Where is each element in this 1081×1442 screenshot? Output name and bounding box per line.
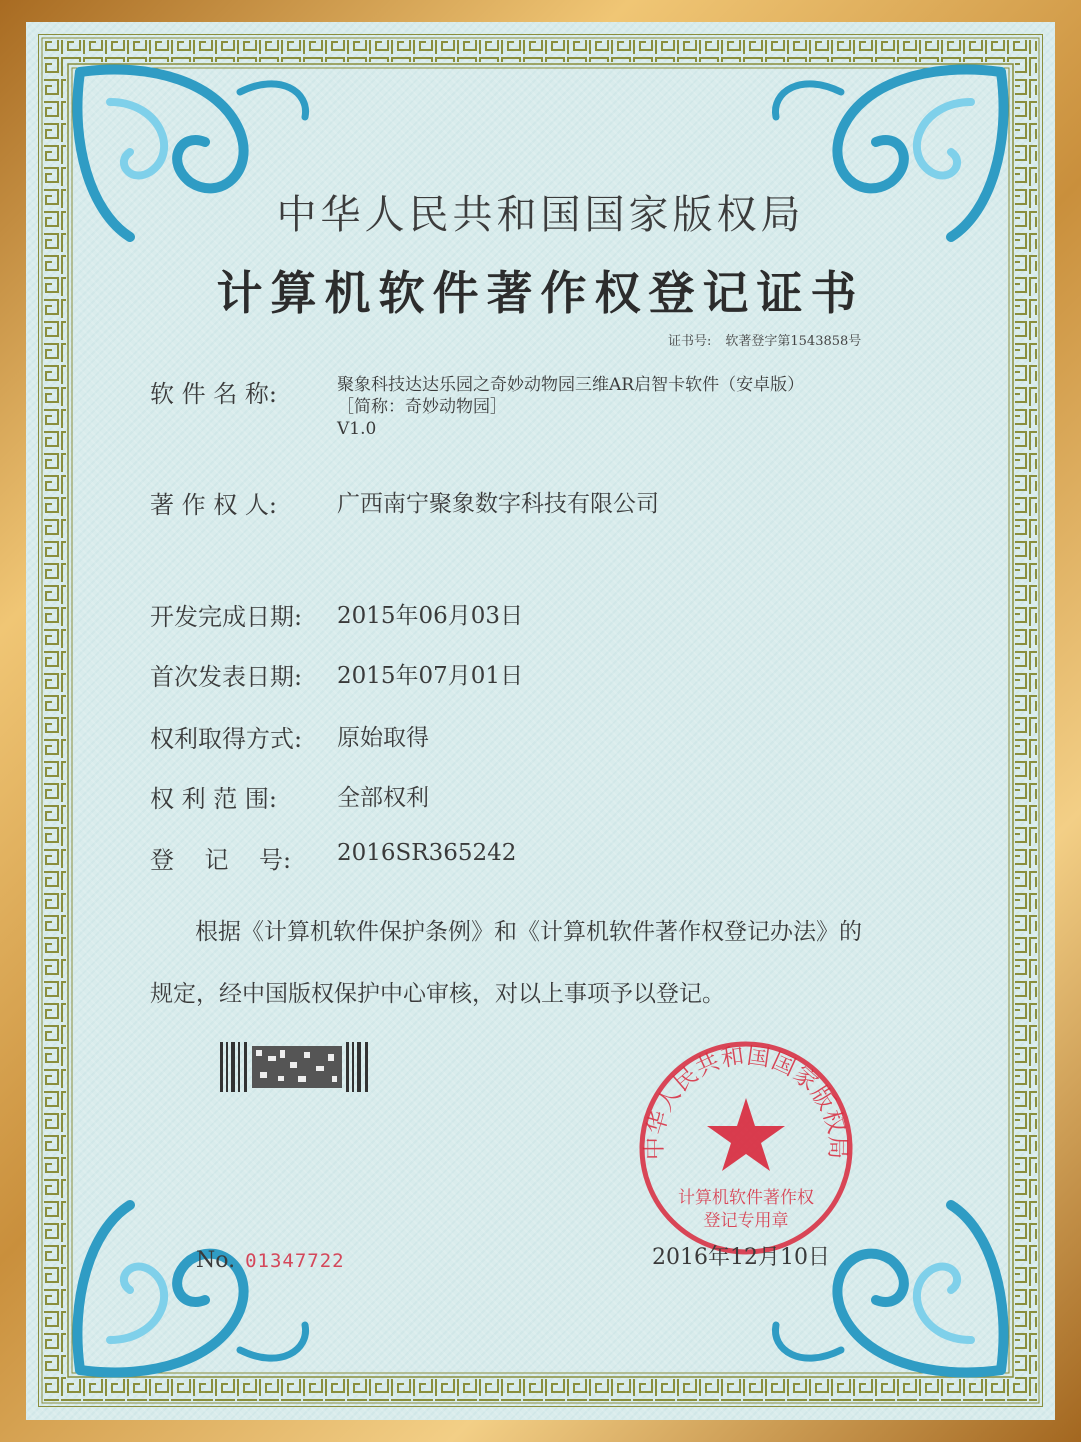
rights-scope-value: 全部权利 (337, 785, 429, 811)
software-name-short: ［简称：奇妙动物园］ (337, 397, 507, 417)
barcode (220, 1042, 370, 1092)
owner-value: 广西南宁聚象数字科技有限公司 (337, 491, 659, 517)
serial-label: No. (196, 1248, 236, 1273)
software-version: V1.0 (337, 419, 377, 439)
ornament-bottom-left (70, 1180, 320, 1380)
serial-number (196, 1248, 345, 1273)
owner-label: 著 作 权 人: (150, 491, 277, 519)
statement-line-2: 规定，经中国版权保护中心审核，对以上事项予以登记。 (150, 981, 725, 1007)
certificate-number-value: 软著登字第1543858号 (725, 334, 862, 349)
statement-line-1: 根据《计算机软件保护条例》和《计算机软件著作权登记办法》的 (195, 919, 862, 945)
issuing-authority: 中华人民共和国国家版权局 (276, 192, 805, 238)
software-name-full: 聚象科技达达乐园之奇妙动物园三维AR启智卡软件（安卓版） (337, 375, 805, 395)
seal-ring-text: 中华人民共和国国家版权局 (641, 1043, 851, 1161)
seal-inner-line-2: 登记专用章 (703, 1211, 789, 1231)
acquire-method-value: 原始取得 (337, 725, 429, 751)
seal-inner-line-1: 计算机软件著作权 (678, 1188, 814, 1208)
certificate-number (668, 330, 861, 349)
software-name (337, 374, 804, 440)
seal-star-icon (707, 1098, 785, 1171)
acquire-method-label: 权利取得方式: (150, 725, 303, 753)
registration-number-value: 2016SR365242 (337, 840, 517, 866)
serial-value: 01347722 (245, 1250, 345, 1272)
rights-scope-label: 权 利 范 围: (150, 785, 277, 813)
certificate-title: 计算机软件著作权登记证书 (216, 266, 865, 320)
software-name-label: 软 件 名 称: (150, 380, 277, 408)
registration-number-label: 登 记 号: (150, 846, 292, 874)
dev-date-value: 2015年06月03日 (337, 603, 524, 629)
certificate-number-label: 证书号: (668, 334, 712, 349)
dev-date-label: 开发完成日期: (150, 603, 303, 631)
official-seal (636, 1038, 856, 1258)
pub-date-label: 首次发表日期: (150, 663, 303, 691)
pub-date-value: 2015年07月01日 (337, 663, 524, 689)
issue-date: 2016年12月10日 (652, 1245, 830, 1270)
